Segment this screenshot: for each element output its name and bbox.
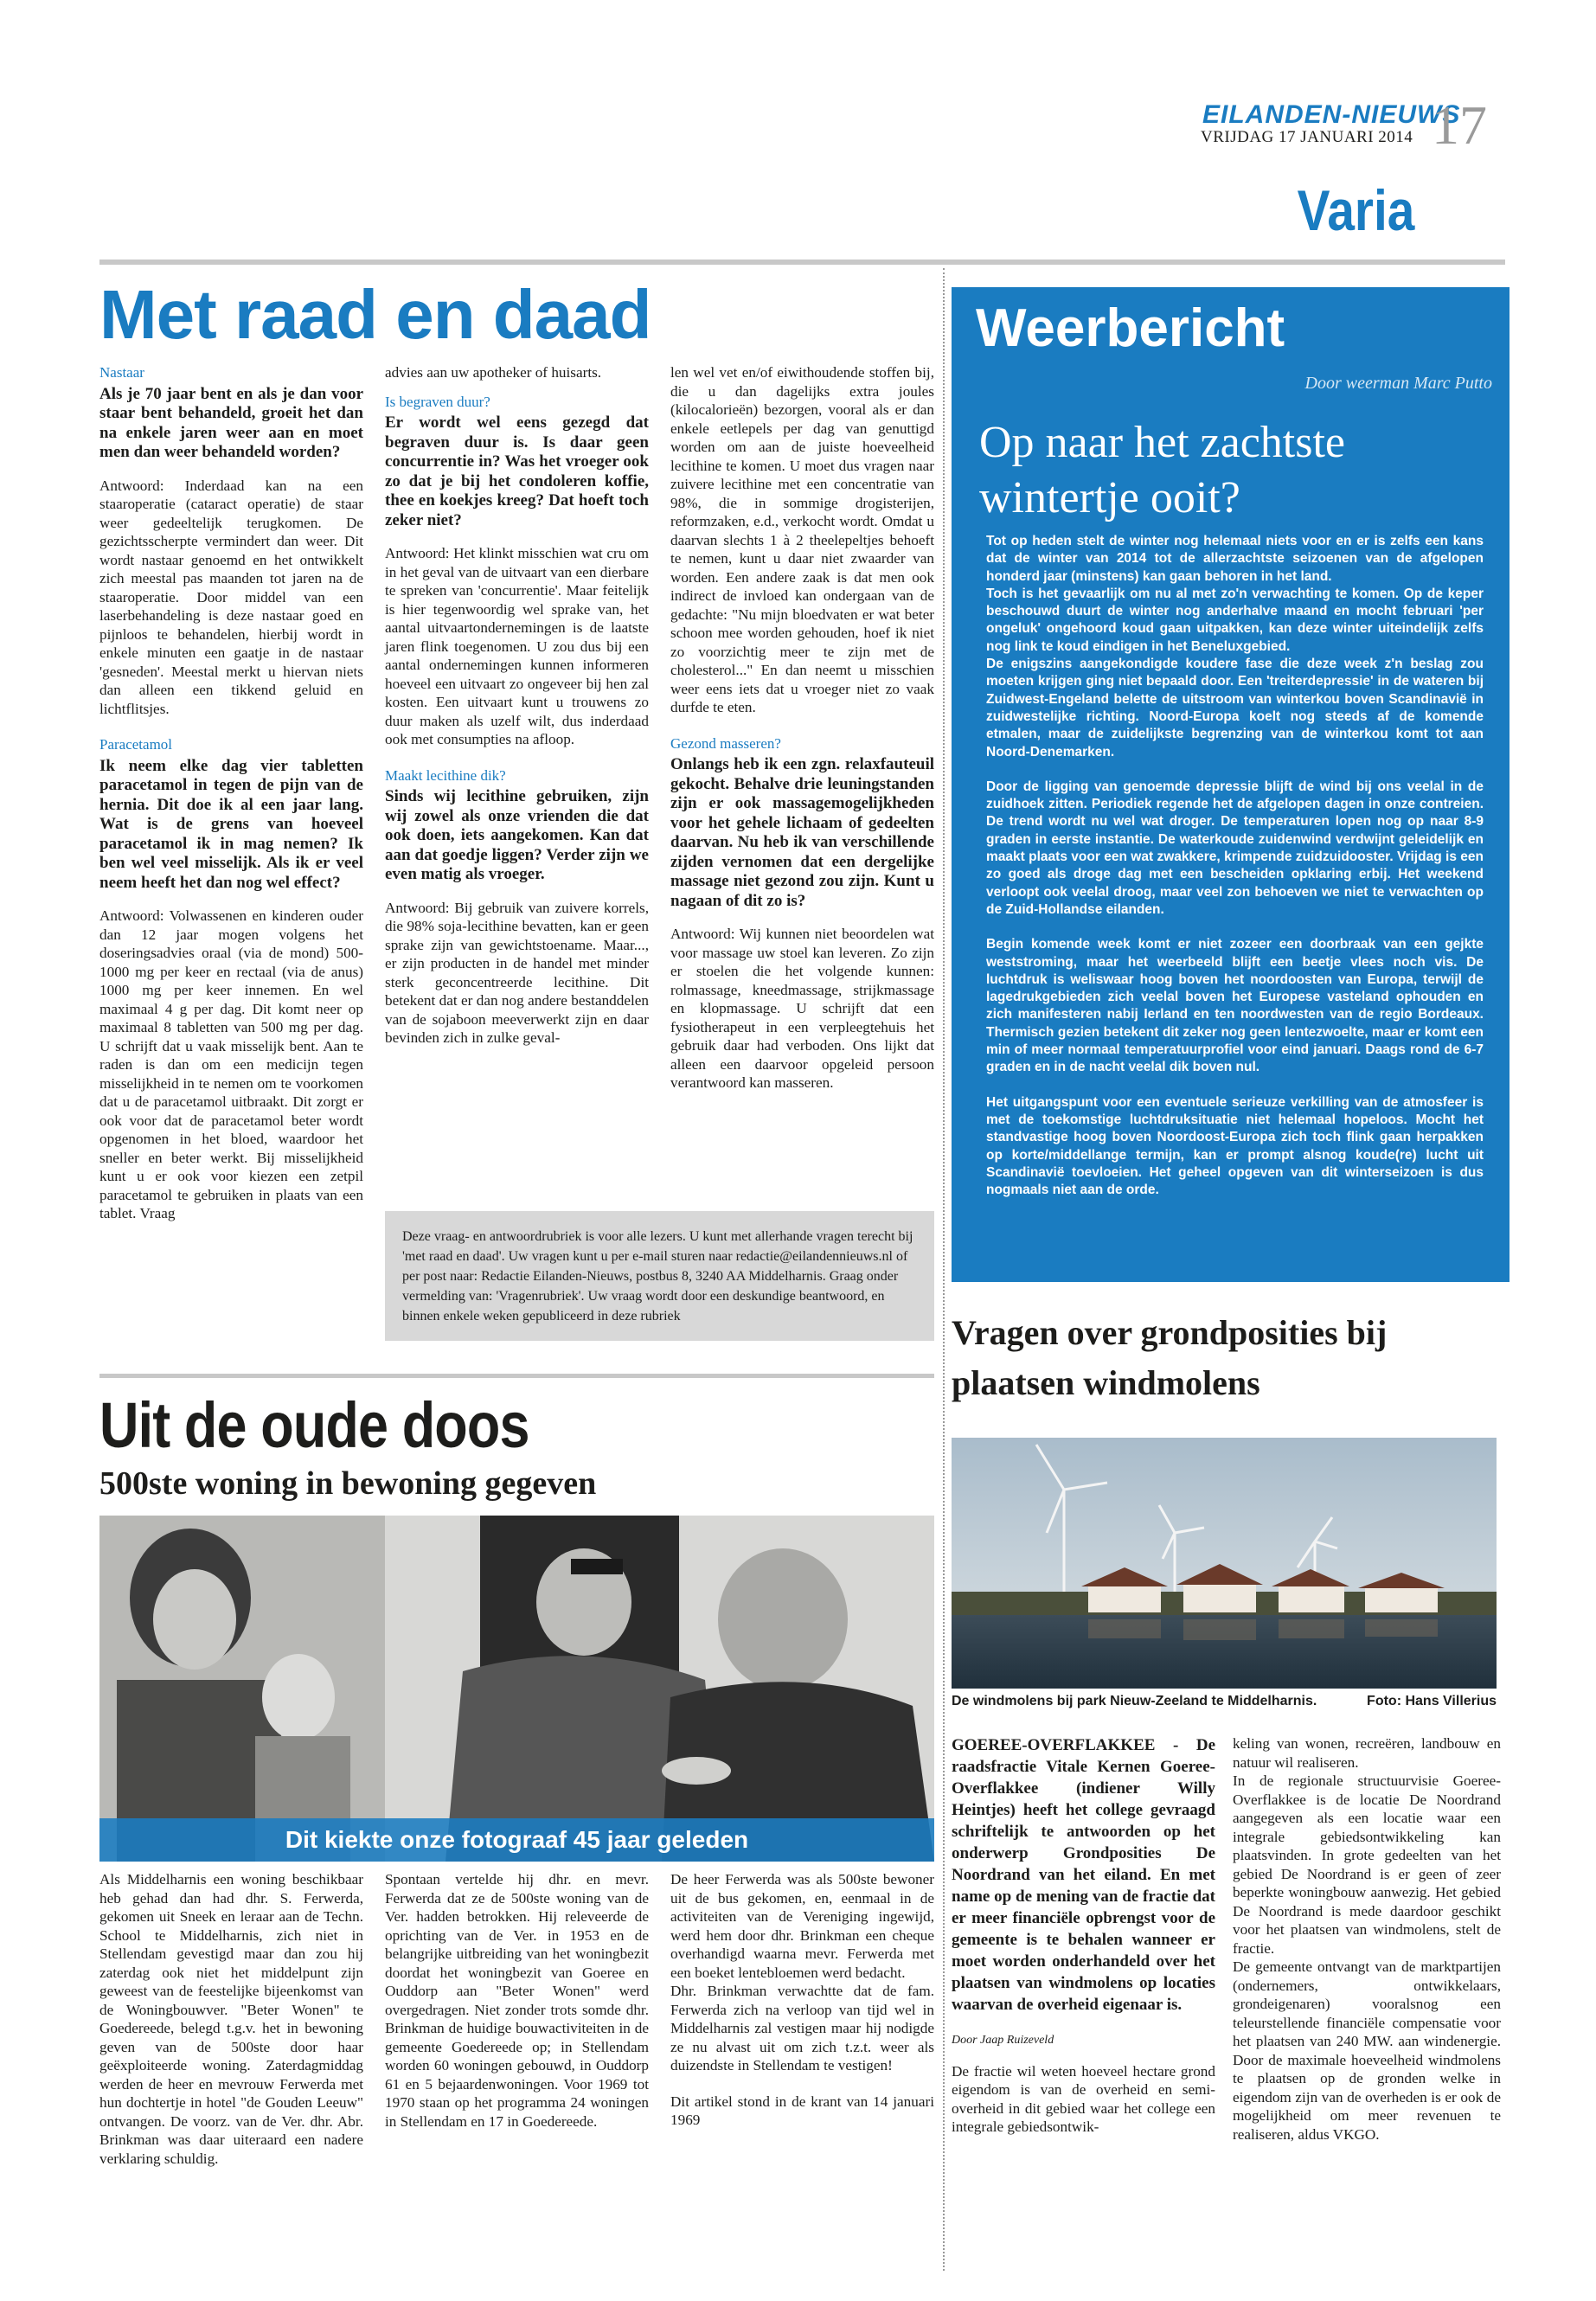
windmill-headline: Vragen over grondposities bij plaatsen windmolens <box>952 1313 1388 1402</box>
windmill-column-2 <box>1233 1734 1501 2144</box>
weather-title: Weerbericht <box>976 298 1285 358</box>
question-paracetamol: Ik neem elke dag vier tabletten paracetamol in tegen de pijn van de hernia. Dit doe ik al een jaar lang. Wat is de grens van hoeveel paracetamol ik in mag nemen? Ik ben wel veel misselijk. Als ik er veel neem heeft het dan nog wel effect? <box>99 756 363 892</box>
answer-masseren: Antwoord: Wij kunnen niet beoordelen wat voor massage uw stoel kan leveren. Zo zijn er stoelen die het volgende kunnen: rolmassage, kneedmassage, strijkmassage en klopmassage. U schrijft dat een fysiotherapeut in een verpleegtehuis het gebruik daar had verboden. Ons lijkt dat alleen een daarvoor opgeleid persoon verantwoord kan masseren. <box>670 926 934 1091</box>
historic-photo <box>99 1516 934 1862</box>
column-divider <box>943 268 945 2271</box>
weather-headline: Op naar het zachtste wintertje ooit? <box>979 418 1346 522</box>
page-number: 17 <box>1432 94 1487 156</box>
kicker-lecithine: Maakt lecithine dik? <box>385 766 506 784</box>
doos-source-note: Dit artikel stond in de krant van 14 januari 1969 <box>670 2093 934 2128</box>
weather-paragraph: Tot op heden stelt de winter nog helemaal niets voor en er is zelfs een kans dat de winter van 2014 tot de allerzachtste seizoenen van de afgelopen honderd jaar (minstens) kan gaan behoren in het land. <box>986 534 1484 584</box>
doos-column-2 <box>385 1870 649 2131</box>
masthead-date: VRIJDAG 17 JANUARI 2014 <box>1201 128 1413 146</box>
doos-paragraph: Dhr. Brinkman verwachtte dat de fam. Ferwerda zich na verloop van tijd wel in Middelharnis zal vestigen maar hij nodigde ze nu alvast uit om zich t.z.t. weer als duizendste in Stellendam te vestigen! <box>670 1983 934 2073</box>
header-rule <box>99 260 1505 265</box>
answer-lecithine: Antwoord: Bij gebruik van zuivere korrels, die 98% soja-lecithine bevatten, kan er geen sprake zijn van gewichtstoename. Maar..., er zijn producten in de handel met minder sterk geconcentreerde lecithine. Dit betekent dat er dan nog andere bestanddelen van de sojaboon meeverwerkt zijn en daar bevinden zich in zulke geval- <box>385 899 649 1046</box>
windmill-column-1 <box>952 1734 1215 2137</box>
doos-paragraph: De heer Ferwerda was als 500ste bewoner uit de bus gekomen, en, eenmaal in de activiteiten van de Vereniging ingewijd, werd hem door dhr. Brinkman een cheque overhandigd waarna mevr. Ferwerda met een boeket lentebloemen werd bedacht. <box>670 1871 934 1981</box>
windmill-byline: Door Jaap Ruizeveld <box>952 2034 1054 2047</box>
windmill-photo-credit: Foto: Hans Villerius <box>1367 1694 1497 1708</box>
weather-paragraph: De enigszins aangekondigde koudere fase die deze week z'n beslag zou moeten krijgen ging niet bepaald door. Een 'treiterdepressie' in de wateren bij Zuidwest-Engeland belette de uitstroom van winterkou boven Scandinavië in zuidwestelijke richting. Noord-Europa koelt nog steeds af de komende etmalen, maar de zuidelijkste begrenzing van de winterkou komt tot aan Noord-Denemarken. <box>986 657 1484 760</box>
weather-paragraph: Toch is het gevaarlijk om nu al met zo'n verwachting te komen. Op de keper beschouwd duurt de winter nog anderhalve maand en mocht februari 'per ongeluk' ongehoord koud gaan uitpakken, kan deze winter uiteindelijk zelfs nog link te koud eindigen in het Beneluxgebied. <box>986 586 1484 654</box>
doos-title: Uit de oude doos <box>99 1389 529 1461</box>
raad-column-1 <box>99 363 363 1223</box>
question-nastaar: Als je 70 jaar bent en als je dan voor staar bent behandeld, groeit het dan na enkele jaren weer aan en moet men dan weer behandeld worden? <box>99 384 363 461</box>
question-masseren: Onlangs heb ik een zgn. relaxfauteuil gekocht. Behalve drie leuningstanden zijn er ook massagemogelijkheden voor het gehele lichaam of gedeelten daarvan. Nu heb ik van verschillende zijden vernomen dat een dergelijke massage niet gezond zou zijn. Kunt u nagaan of dit zo is? <box>670 755 934 910</box>
doos-subtitle: 500ste woning in bewoning gegeven <box>99 1465 597 1502</box>
historic-photo-illustration <box>99 1516 934 1862</box>
photo-banner: Dit kiekte onze fotograaf 45 jaar geleden <box>99 1818 934 1862</box>
answer-paracetamol: Antwoord: Volwassenen en kinderen ouder dan 12 jaar mogen volgens het doseringsadvies oraal (via de mond) 500-1000 mg per keer en rectaal (via de anus) 1000 mg per keer innemen. En wel maximaal 4 g per dag. Dit komt neer op maximaal 8 tabletten van 500 mg per dag. U schrijft dat u vaak misselijk bent. Aan te raden is dan om een medicijn tegen misselijkheid in te nemen om te voorkomen dat u de paracetamol uitbraakt. Dit zorgt er ook voor dat de paracetamol beter wordt opgenomen in het bloed, waardoor het sneller en beter werkt. Bij misselijkheid kunt u er ook voor kiezen een zetpil paracetamol te gebruiken in plaats van een tablet. Vraag <box>99 907 363 1221</box>
kicker-masseren: Gezond masseren? <box>670 734 781 752</box>
doos-paragraph: Als Middelharnis een woning beschikbaar heb gehad dan had dhr. S. Ferwerda, gekomen uit Sneek en leraar aan de Techn. School te Middelharnis, zich niet in Stellendam gevestigd maar dan zou hij zaterdag ook niet het middelpunt zijn geweest van de feestelijke bijeenkomst van de Woningbouwver. "Beter Wonen" te Goedereede, belegd t.g.v. het in bewoning geven van de 500ste door haar geëxploiteerde woning. Zaterdagmiddag werden de heer en mevrouw Ferwerda met hun dochtertje in hotel "de Gouden Leeuw" ontvangen. De voorz. van de Ver. dhr. Abr. Brinkman was daar uiteraard een nadere verklaring schuldig. <box>99 1871 363 2167</box>
raad-title: Met raad en daad <box>99 276 651 353</box>
question-begraven: Er wordt wel eens gezegd dat begraven duur is. Is daar geen concurrentie in? Was het vroeger ook zo dat je bij het condoleren koffie, thee en koekjes kreeg? Dat hoeft toch zeker niet? <box>385 413 649 529</box>
windmill-paragraph: De fractie wil weten hoeveel hectare grond eigendom is van de overheid en semi-overheid in dit gebied waar het college een integrale gebiedsontwik- <box>952 2062 1215 2135</box>
doos-column-3 <box>670 1870 934 2130</box>
weather-author: Door weerman Marc Putto <box>1304 374 1492 393</box>
section-title: Varia <box>1297 178 1415 242</box>
answer-lecithine-cont: len wel vet en/of eiwithoudende stoffen bij, die u dan dagelijks extra joules (kilocalorieën) bezorgen, vooral als er dan enkele eetlepels per dag van genuttigd worden om aan de juiste hoeveelheid lecithine te komen. U moet dus vragen naar zuivere lecithine met een concentratie van 98%, die in sommige drogisterijen, reformzaken, e.d., verkocht wordt. Omdat u daarvan slechts 1 à 2 theelepeltjes behoeft te nemen, kunt u daar niet zwaarder van worden. Een andere zaak is dat men ook indirect de invloed kan ondergaan van de gedachte: "Nu mijn bloedvaten er wat beter schoon mee worden gehouden, hoef ik niet zo voorzichtig meer te zijn met de cholesterol..." En dan neemt u misschien weer eens iets dat u vroeger niet zo vaak durfde te eten. <box>670 364 934 715</box>
weather-paragraph: Het uitgangspunt voor een eventuele serieuze verkilling van de atmosfeer is met de toekomstige luchtdruksituatie niet helemaal hopeloos. Mocht het standvastige hoog boven Noordoost-Europa zich toch flink gaan herpakken op korte/middellange termijn, kan er prompt alsnog koude(re) lucht uit Scandinavië toevloeien. Het geheel opgeven van dit winterseizoen is dus nogmaals niet aan de orde. <box>986 1094 1484 1198</box>
windmill-photo-illustration <box>952 1438 1497 1689</box>
kicker-begraven: Is begraven duur? <box>385 393 490 410</box>
weather-text <box>986 533 1484 1216</box>
rubriek-info-box: Deze vraag- en antwoordrubriek is voor alle lezers. U kunt met allerhande vragen terecht bij 'met raad en daad'. Uw vragen kunt u per e-mail sturen naar redactie@eilandennieuws.nl of per post naar: Redactie Eilanden-Nieuws, postbus 8, 3240 AA Middelharnis. Graag onder vermelding van: 'Vragenrubriek'. Uw vraag wordt door een deskundige beantwoord, en binnen enkele weken gepubliceerd in deze rubriek <box>385 1211 934 1341</box>
kicker-nastaar: Nastaar <box>99 364 144 381</box>
answer-nastaar: Antwoord: Inderdaad kan na een staaroperatie (cataract operatie) de staar weer gedeeltelijk terugkomen. De gezichtsscherpte vermindert dan weer. Dit wordt nastaar genoemd en het ontwikkelt zich meestal pas maanden tot jaren na de staaroperatie. Door middel van een laserbehandeling is deze nastaar goed en pijnloos te behandelen, hierbij wordt in enkele minuten een gaatje in de nastaar 'gesneden'. Meestal merkt u hiervan niets dan alleen een tikkend geluid en lichtflitsjes. <box>99 477 363 717</box>
windmill-caption <box>952 1694 1497 1709</box>
doos-paragraph: Spontaan vertelde hij dhr. en mevr. Ferwerda dat ze de 500ste woning van de Ver. hadden betrokken. Hij releveerde de oprichting van de Ver. in 1953 en de belangrijke uitbreiding van het woningbezit doordat het woningbezit van Goeree en Ouddorp aan "Beter Wonen" werd overgedragen. Niet zonder trots somde dhr. Brinkman de huidige bouwactiviteiten in de gemeente Goedereede op; in Stellendam worden 60 woningen gebouwd, in Ouddorp 61 en 5 bejaardenwoningen. Voor 1969 tot 1970 staan op het programma 24 woningen in Stellendam en 17 in Goedereede. <box>385 1871 649 2130</box>
section-divider <box>99 1374 934 1378</box>
windmill-lead: GOEREE-OVERFLAKKEE - De raadsfractie Vitale Kernen Goeree-Overflakkee (indiener Willy Heintjes) heeft het college gevraagd schriftelijk te antwoorden op het onderwerp Grondposities De Noordrand van het eiland. En met name op de mening van de fractie dat er meer financiële opbrengst voor de gemeente is te behalen wanneer er moet worden onderhandeld over het plaatsen van windmolens op locaties waarvan de overheid eigenaar is. <box>952 1736 1215 2014</box>
raad-column-3 <box>670 363 934 1093</box>
windmill-paragraph: In de regionale structuurvisie Goeree-Overflakkee is de locatie De Noordrand aangegeven als een locatie waar een integrale gebiedsontwikkeling kan plaatsvinden. In grote gedeelten van het gebied De Noordrand is er geen of zeer beperkte woningbouw aanwezig. Het gebied De Noordrand is mede daardoor geschikt voor het plaatsen van windmolens, stelt de fractie. <box>1233 1772 1501 1957</box>
answer-begraven: Antwoord: Het klinkt misschien wat cru om in het geval van de uitvaart van een dierbare te spreken van 'concurrentie'. Maar feitelijk is hier tegenwoordig wel sprake van, het aantal uitvaartondernemingen is de laatste jaren flink toegenomen. U zou dus bij een aantal ondernemingen kunnen informeren hoeveel een uitvaart zo ongeveer bij hen zal kosten. Een uitvaart kunt u trouwens zo duur maken als uzelf wilt, dus inderdaad ook met consumpties na afloop. <box>385 545 649 747</box>
weather-paragraph: Door de ligging van genoemde depressie blijft de wind bij ons veelal in de zuidhoek zitten. Periodiek regende het de afgelopen dagen in onze contreien. De trend wordt nu wel wat droger. De temperaturen lopen nog op naar 8-9 graden in eerste instantie. De waterkoude zuidenwind verdwijnt geleidelijk en maakt plaats voor een wat zwakkere, krimpende zuidzuidooster. Vrijdag is een zo goed als droge dag met een bescheiden opklaring erbij. Het weekend verloopt ook veelal droog, maar veel zon behoeven we niet te verwachten op de Zuid-Hollandse eilanden. <box>986 779 1484 917</box>
weather-box <box>952 287 1509 1282</box>
question-lecithine: Sinds wij lecithine gebruiken, zijn wij zowel als onze vrienden die dat ook doen, iets aangekomen. Kan dat aan dat goedje liggen? Verder zijn we even matig als vroeger. <box>385 787 649 883</box>
masthead-logo: EILANDEN-NIEUWS <box>1202 100 1461 129</box>
doos-column-1 <box>99 1870 363 2168</box>
answer-paracetamol-cont: advies aan uw apotheker of huisarts. <box>385 364 602 381</box>
windmill-photo <box>952 1438 1497 1689</box>
windmill-paragraph: keling van wonen, recreëren, landbouw en natuur wil realiseren. <box>1233 1735 1501 1771</box>
windmill-paragraph: De gemeente ontvangt van de marktpartijen (ondernemers, ontwikkelaars, grondeigenaren) vooralsnog een teleurstellende financiële compensatie voor het plaatsen van 240 MW. aan windenergie. Door de maximale hoeveelheid windmolens te plaatsen op de gronden welke in eigendom zijn van de overheden is er ook de mogelijkheid om meer revenuen te realiseren, aldus VKGO. <box>1233 1958 1501 2143</box>
kicker-paracetamol: Paracetamol <box>99 736 173 753</box>
windmill-caption-text: De windmolens bij park Nieuw-Zeeland te Middelharnis. <box>952 1694 1317 1708</box>
weather-paragraph: Begin komende week komt er niet zozeer een doorbraak van een gejkte weststroming, maar het weerbeeld blijft een beetje vlees noch vis. De luchtdruk is weliswaar hoog boven het noordoosten van Europa, terwijl de lagedrukgebieden zich veelal boven het Europese vasteland ophouden en zich manifesteren nabij Ierland en ten noordwesten van de regio Bordeaux. Thermisch gezien betekent dit zeker nog geen lentezwoelte, maar er komt een min of meer normaal temperatuurprofiel voor eind januari. Daags rond de 6-7 graden en in de nacht veelal dik boven nul. <box>986 937 1484 1075</box>
raad-column-2 <box>385 363 649 1048</box>
